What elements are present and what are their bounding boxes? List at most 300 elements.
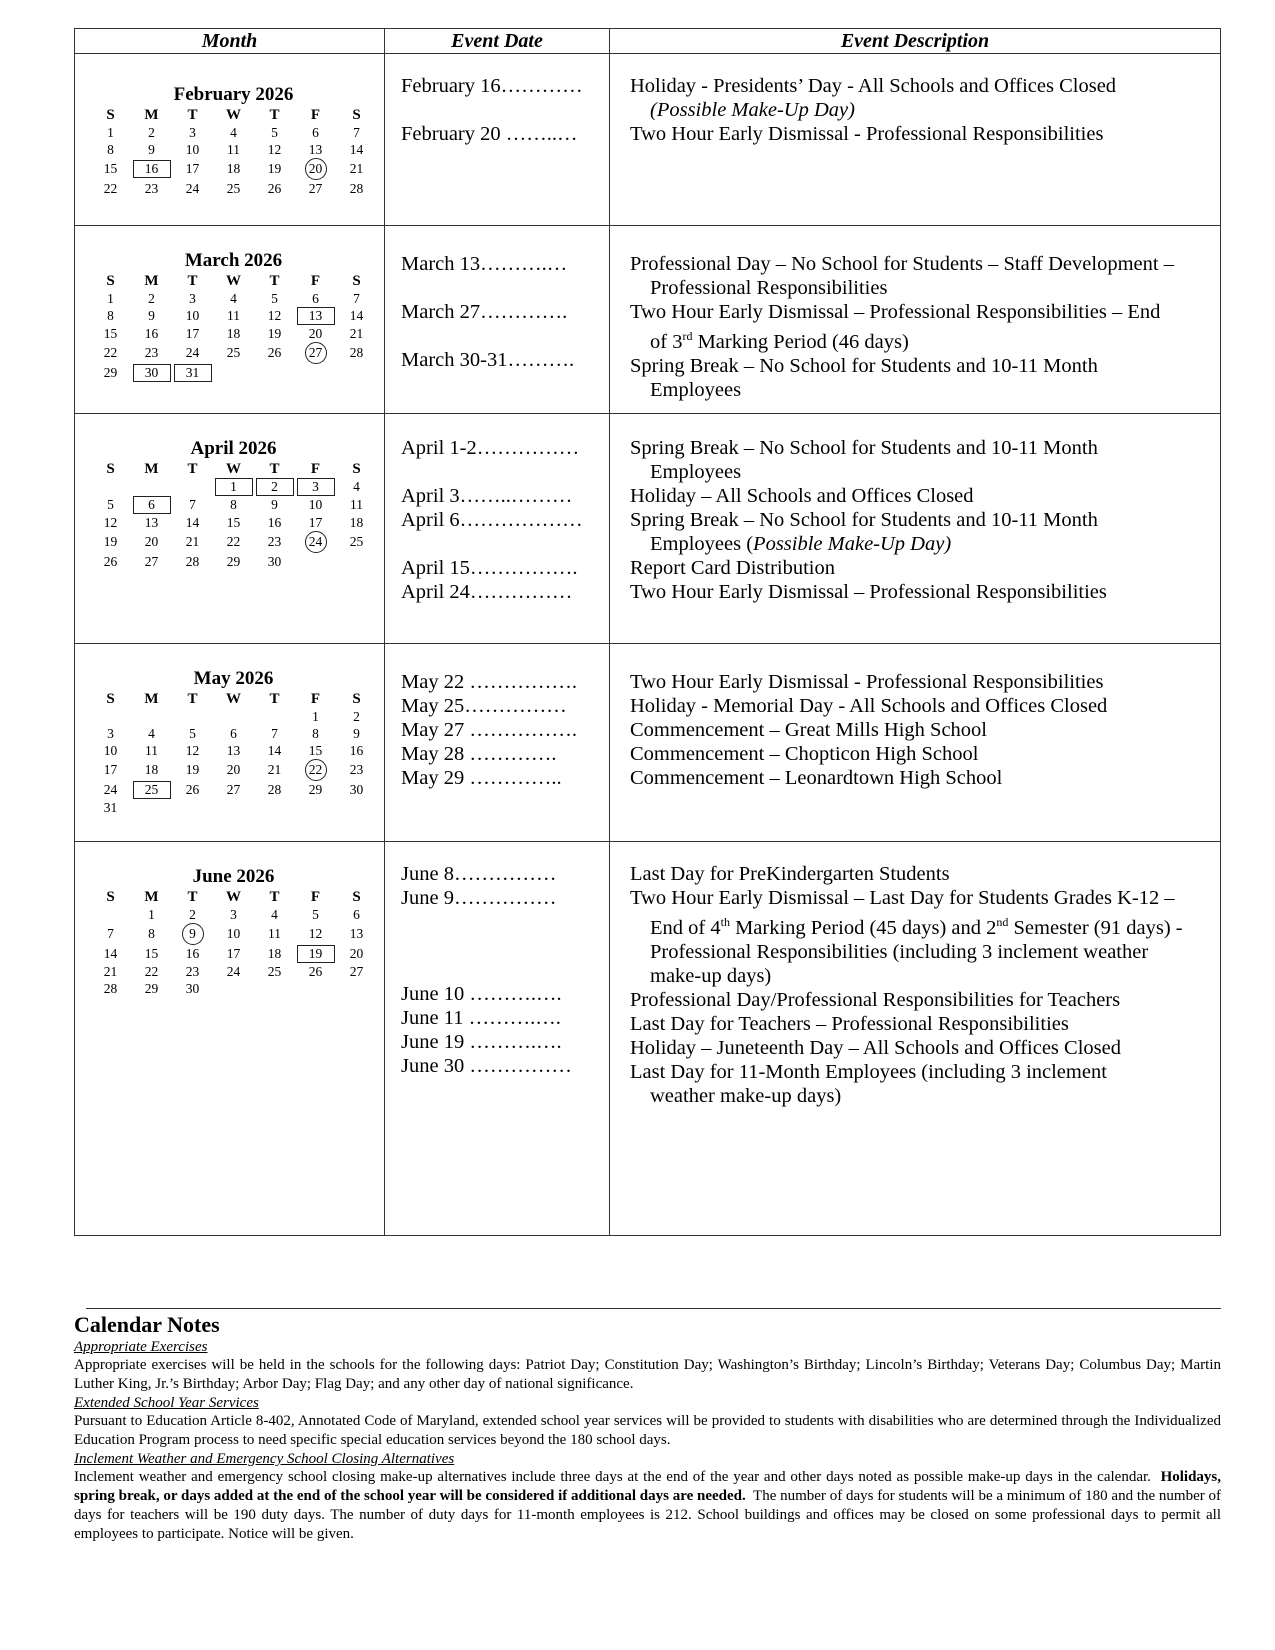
day-number: 10 <box>226 926 241 941</box>
weekday-label: F <box>310 272 321 289</box>
day-number: 21 <box>267 762 282 777</box>
notes-text-part: Inclement weather and emergency school closing make-up alternatives include three days at the end of the year and other days noted as possible make-up days in the calendar. <box>74 1469 1151 1485</box>
description-text: of 3rd Marking Period (46 days) <box>650 329 909 353</box>
calendar-day <box>336 342 377 364</box>
calendar-day <box>131 980 172 997</box>
calendar-day <box>295 742 336 759</box>
calendar-day <box>336 478 377 496</box>
event-description-line <box>630 98 1206 122</box>
weekday-label: W <box>226 106 241 123</box>
day-number: 21 <box>349 325 364 341</box>
day-number: 28 <box>185 553 200 569</box>
calendar-day <box>254 781 295 799</box>
description-italic-text: (Possible Make-Up Day) <box>650 99 855 121</box>
description-text: Two Hour Early Dismissal - Professional Responsibilities <box>630 671 1104 693</box>
calendar-day <box>90 725 131 742</box>
calendar-day <box>213 141 254 158</box>
day-number: 31 <box>174 364 212 382</box>
description-text: Two Hour Early Dismissal - Professional Responsibilities <box>630 123 1104 145</box>
day-number: 19 <box>267 325 282 341</box>
event-date: May 22 ……………. <box>401 671 577 693</box>
weekday-label: T <box>187 690 198 707</box>
mini-calendar <box>75 438 384 570</box>
calendar-week <box>90 342 377 364</box>
day-number: 6 <box>312 290 319 306</box>
day-number: 28 <box>103 980 118 996</box>
calendar-day <box>213 553 254 570</box>
calendar-month-title: March 2026 <box>184 250 283 271</box>
calendar-day <box>172 553 213 570</box>
calendar-day <box>213 364 254 382</box>
calendar-day <box>213 980 254 997</box>
calendar-day <box>172 906 213 923</box>
day-number: 8 <box>230 497 237 512</box>
day-number: 15 <box>103 161 118 176</box>
day-number: 14 <box>349 141 364 157</box>
day-number: 10 <box>103 742 118 758</box>
calendar-week <box>90 141 377 158</box>
notes-divider <box>86 1308 1221 1309</box>
calendar-day <box>90 124 131 141</box>
day-number: 6 <box>230 725 237 741</box>
calendar-day <box>295 124 336 141</box>
event-date: February 20 ……..… <box>401 123 578 145</box>
day-number: 21 <box>185 534 200 549</box>
event-descriptions-cell <box>610 414 1221 644</box>
description-text: Commencement – Leonardtown High School <box>630 767 1003 789</box>
calendar-day <box>213 514 254 531</box>
event-description-line <box>630 766 1206 790</box>
notes-title: Calendar Notes <box>74 1312 220 1337</box>
day-number: 30 <box>133 364 171 382</box>
description-text: Holiday - Presidents’ Day - All Schools and Offices Closed <box>630 75 1117 97</box>
calendar-week <box>90 759 377 781</box>
calendar-day <box>336 980 377 997</box>
event-date: April 24…………… <box>401 581 573 603</box>
event-description-line <box>630 484 1206 508</box>
calendar-day <box>90 923 131 945</box>
calendar-day <box>295 923 336 945</box>
calendar-grid <box>90 272 377 382</box>
day-number: 24 <box>103 782 118 797</box>
day-number: 4 <box>230 124 237 140</box>
calendar-day <box>336 307 377 325</box>
event-date <box>401 532 609 556</box>
day-number: 20 <box>349 946 364 961</box>
event-dates-cell <box>385 54 610 226</box>
calendar-week <box>90 478 377 496</box>
day-number: 11 <box>268 926 281 941</box>
header-month: Month <box>75 29 385 54</box>
calendar-week <box>90 708 377 725</box>
event-dates-cell <box>385 226 610 414</box>
event-date: April 3……..……… <box>401 485 573 507</box>
calendar-day <box>131 742 172 759</box>
day-number: 5 <box>189 725 196 741</box>
calendar-day <box>254 980 295 997</box>
day-number: 29 <box>226 553 241 569</box>
calendar-week <box>90 290 377 307</box>
day-number: 9 <box>148 308 155 323</box>
event-date: May 29 ………….. <box>401 767 562 789</box>
description-text: Employees <box>650 378 742 401</box>
calendar-day <box>254 180 295 197</box>
calendar-day <box>131 141 172 158</box>
calendar-day <box>172 708 213 725</box>
day-number: 22 <box>103 345 118 360</box>
day-number: 30 <box>185 980 200 996</box>
calendar-day <box>131 307 172 325</box>
day-number: 23 <box>267 534 282 549</box>
event-date <box>401 958 609 982</box>
calendar-day <box>336 963 377 980</box>
calendar-day <box>254 708 295 725</box>
calendar-day <box>131 180 172 197</box>
event-date <box>401 460 609 484</box>
calendar-day <box>131 923 172 945</box>
calendar-day <box>213 531 254 553</box>
description-text: Professional Responsibilities (including 3 inclement weather <box>650 940 1149 963</box>
month-calendar-cell <box>75 842 385 1236</box>
weekday-label: M <box>144 272 159 289</box>
day-number: 24 <box>305 531 327 553</box>
calendar-day <box>336 945 377 963</box>
calendar-day <box>254 531 295 553</box>
event-date: March 30-31………. <box>401 349 575 371</box>
description-text: Professional Day/Professional Responsibilities for Teachers <box>630 988 1121 1011</box>
calendar-day <box>336 158 377 180</box>
day-number: 8 <box>107 141 114 157</box>
day-number: 25 <box>226 180 241 196</box>
calendar-grid <box>90 106 377 197</box>
calendar-day <box>172 781 213 799</box>
calendar-day <box>131 342 172 364</box>
calendar-day <box>295 725 336 742</box>
weekday-header-row <box>90 106 377 124</box>
event-description-line <box>630 378 1206 402</box>
calendar-day <box>90 180 131 197</box>
description-text: Holiday - Memorial Day - All Schools and Offices Closed <box>630 695 1108 717</box>
day-number: 23 <box>144 180 159 196</box>
mini-calendar <box>75 866 384 997</box>
event-description-line <box>630 988 1206 1012</box>
calendar-day <box>295 708 336 725</box>
notes-section-inclement-weather <box>74 1450 1221 1544</box>
calendar-day <box>172 307 213 325</box>
calendar-day <box>254 307 295 325</box>
event-description-line <box>630 718 1206 742</box>
day-number: 11 <box>227 308 240 323</box>
day-number: 16 <box>267 514 282 530</box>
weekday-label: T <box>187 888 198 905</box>
calendar-day <box>213 923 254 945</box>
calendar-day <box>213 325 254 342</box>
calendar-day <box>90 708 131 725</box>
event-description-line <box>630 1084 1206 1108</box>
calendar-day <box>172 945 213 963</box>
event-date: June 8…………… <box>401 863 557 885</box>
calendar-day <box>336 553 377 570</box>
event-date <box>401 324 609 348</box>
calendar-day <box>254 364 295 382</box>
day-number: 12 <box>185 742 200 758</box>
calendar-grid <box>90 690 377 816</box>
day-number: 22 <box>103 180 118 196</box>
event-date <box>401 276 609 300</box>
calendar-week <box>90 980 377 997</box>
calendar-day <box>172 290 213 307</box>
month-row-february <box>75 54 1221 226</box>
calendar-day <box>336 781 377 799</box>
calendar-week <box>90 307 377 325</box>
calendar-day <box>336 725 377 742</box>
day-number: 25 <box>226 345 241 360</box>
day-number: 20 <box>308 325 323 341</box>
event-descriptions-cell <box>610 644 1221 842</box>
day-number: 18 <box>144 762 159 777</box>
calendar-day <box>90 307 131 325</box>
calendar-day-boxed <box>254 478 295 496</box>
day-number: 5 <box>271 124 278 140</box>
event-date: April 1-2…………… <box>401 437 580 459</box>
event-date: May 27 ……………. <box>401 719 577 741</box>
calendar-day <box>131 531 172 553</box>
day-number: 12 <box>267 141 282 157</box>
calendar-week <box>90 945 377 963</box>
day-number: 24 <box>185 345 200 360</box>
calendar-day <box>131 725 172 742</box>
weekday-label: T <box>269 460 280 477</box>
event-date: March 13……….… <box>401 253 568 275</box>
calendar-day <box>254 158 295 180</box>
schedule-table <box>74 28 1221 1236</box>
day-number: 5 <box>271 290 278 306</box>
notes-text: Pursuant to Education Article 8-402, Annotated Code of Maryland, extended school year services will be provided to students with disabilities who are determined through the Individualized Education Program process to need specific special education services beyond the 180 school days. <box>74 1413 1221 1448</box>
day-number: 24 <box>226 963 241 979</box>
calendar-day <box>172 342 213 364</box>
day-number: 21 <box>103 963 118 979</box>
calendar-day <box>90 963 131 980</box>
calendar-day <box>213 906 254 923</box>
mini-calendar <box>75 250 384 382</box>
day-number: 25 <box>133 781 171 799</box>
calendar-day <box>295 180 336 197</box>
day-number: 3 <box>189 124 196 140</box>
description-text: Holiday – All Schools and Offices Closed <box>630 485 974 507</box>
weekday-label: M <box>144 888 159 905</box>
calendar-day <box>90 496 131 514</box>
calendar-day <box>295 781 336 799</box>
notes-heading: Appropriate Exercises <box>74 1339 208 1355</box>
day-number: 21 <box>349 161 364 176</box>
calendar-day <box>131 906 172 923</box>
day-number: 9 <box>353 725 360 741</box>
day-number: 15 <box>226 514 241 530</box>
calendar-day <box>131 799 172 816</box>
event-date: May 25…………… <box>401 695 567 717</box>
calendar-day <box>213 307 254 325</box>
day-number: 27 <box>308 180 323 196</box>
calendar-day <box>254 906 295 923</box>
calendar-month-title: April 2026 <box>190 438 277 459</box>
calendar-day <box>172 180 213 197</box>
calendar-day <box>90 290 131 307</box>
calendar-day <box>254 290 295 307</box>
event-description-line <box>630 886 1206 910</box>
day-number: 4 <box>271 906 278 922</box>
calendar-day <box>131 124 172 141</box>
mini-calendar <box>75 84 384 197</box>
month-row-may <box>75 644 1221 842</box>
calendar-day <box>254 342 295 364</box>
event-description-line <box>630 508 1206 532</box>
day-number: 3 <box>230 906 237 922</box>
month-calendar-cell <box>75 226 385 414</box>
day-number: 8 <box>312 725 319 741</box>
calendar-week <box>90 799 377 816</box>
day-number: 3 <box>107 725 114 741</box>
event-description-line <box>630 354 1206 378</box>
calendar-day <box>336 799 377 816</box>
event-description-line <box>630 1036 1206 1060</box>
event-date: June 11 ……….…. <box>401 1007 561 1029</box>
day-number: 29 <box>308 782 323 797</box>
month-row-april <box>75 414 1221 644</box>
description-text: Two Hour Early Dismissal – Last Day for Students Grades K-12 – <box>630 887 1175 909</box>
weekday-label: T <box>269 888 280 905</box>
day-number: 8 <box>107 308 114 323</box>
day-number: 27 <box>226 782 241 797</box>
calendar-grid <box>90 460 377 570</box>
calendar-day <box>254 945 295 963</box>
description-text: Professional Responsibilities <box>650 277 888 299</box>
day-number: 7 <box>189 497 196 512</box>
day-number: 17 <box>103 762 118 777</box>
day-number: 13 <box>144 514 159 530</box>
calendar-day <box>336 708 377 725</box>
calendar-day <box>336 180 377 197</box>
calendar-day <box>90 980 131 997</box>
event-date: June 10 ……….…. <box>401 983 562 1005</box>
weekday-label: S <box>352 888 361 905</box>
day-number: 16 <box>349 742 364 758</box>
calendar-day <box>295 799 336 816</box>
event-date: June 19 ……….…. <box>401 1031 562 1053</box>
calendar-day <box>213 158 254 180</box>
calendar-day <box>90 553 131 570</box>
weekday-label: T <box>269 272 280 289</box>
calendar-day <box>172 980 213 997</box>
day-number: 3 <box>297 478 335 496</box>
calendar-day <box>336 906 377 923</box>
day-number: 4 <box>148 725 155 741</box>
weekday-label: T <box>187 106 198 123</box>
day-number: 30 <box>349 782 364 797</box>
day-number: 29 <box>144 980 159 996</box>
month-calendar-cell <box>75 414 385 644</box>
weekday-label: M <box>144 106 159 123</box>
weekday-label: T <box>269 106 280 123</box>
calendar-day <box>336 364 377 382</box>
day-number: 13 <box>297 307 335 325</box>
weekday-label: S <box>352 272 361 289</box>
day-number: 1 <box>312 708 319 724</box>
event-description-line <box>630 324 1206 354</box>
day-number: 26 <box>267 180 282 196</box>
event-date <box>401 910 609 934</box>
day-number: 12 <box>267 308 282 323</box>
day-number: 2 <box>148 124 155 140</box>
day-number: 25 <box>349 534 364 549</box>
weekday-label: S <box>106 106 115 123</box>
weekday-label: S <box>352 460 361 477</box>
weekday-label: T <box>187 460 198 477</box>
calendar-day <box>336 759 377 781</box>
event-descriptions-cell <box>610 54 1221 226</box>
calendar-day-circled <box>295 531 336 553</box>
event-description-line <box>630 252 1206 276</box>
day-number: 14 <box>349 308 364 323</box>
day-number: 1 <box>107 290 114 306</box>
weekday-label: S <box>106 888 115 905</box>
weekday-header-row <box>90 460 377 478</box>
event-description-line <box>630 940 1206 964</box>
calendar-day <box>213 342 254 364</box>
day-number: 14 <box>185 514 200 530</box>
day-number: 23 <box>185 963 200 979</box>
calendar-day <box>90 799 131 816</box>
calendar-day <box>213 799 254 816</box>
day-number: 27 <box>305 342 327 364</box>
calendar-day-circled <box>295 158 336 180</box>
calendar-day-boxed <box>295 478 336 496</box>
event-date: April 15……………. <box>401 557 578 579</box>
description-text: Two Hour Early Dismissal – Professional Responsibilities <box>630 581 1107 603</box>
weekday-label: F <box>310 106 321 123</box>
event-date: February 16………… <box>401 75 583 97</box>
calendar-week <box>90 531 377 553</box>
weekday-label: T <box>187 272 198 289</box>
day-number: 15 <box>103 325 118 341</box>
day-number: 13 <box>226 742 241 758</box>
calendar-day <box>213 781 254 799</box>
calendar-week <box>90 158 377 180</box>
calendar-day <box>254 799 295 816</box>
day-number: 26 <box>103 553 118 569</box>
day-number: 28 <box>267 782 282 797</box>
day-number: 28 <box>349 180 364 196</box>
event-description-line <box>630 556 1206 580</box>
day-number: 29 <box>103 365 118 380</box>
calendar-day <box>336 531 377 553</box>
calendar-day-boxed <box>172 364 213 382</box>
calendar-day <box>90 945 131 963</box>
notes-heading: Extended School Year Services <box>74 1395 259 1411</box>
day-number: 7 <box>353 124 360 140</box>
description-text: Employees ( <box>650 533 754 555</box>
weekday-label: S <box>352 690 361 707</box>
day-number: 5 <box>107 497 114 512</box>
weekday-label: S <box>352 106 361 123</box>
notes-bold-text: Holidays, spring break, or days added at the end of the school year will be considered if additional days are needed. <box>74 1469 1221 1504</box>
calendar-month-title: February 2026 <box>173 84 294 105</box>
event-description-line <box>630 910 1206 940</box>
calendar-day <box>336 742 377 759</box>
calendar-day <box>131 325 172 342</box>
event-date <box>401 98 609 122</box>
calendar-day <box>295 364 336 382</box>
day-number: 9 <box>182 923 204 945</box>
